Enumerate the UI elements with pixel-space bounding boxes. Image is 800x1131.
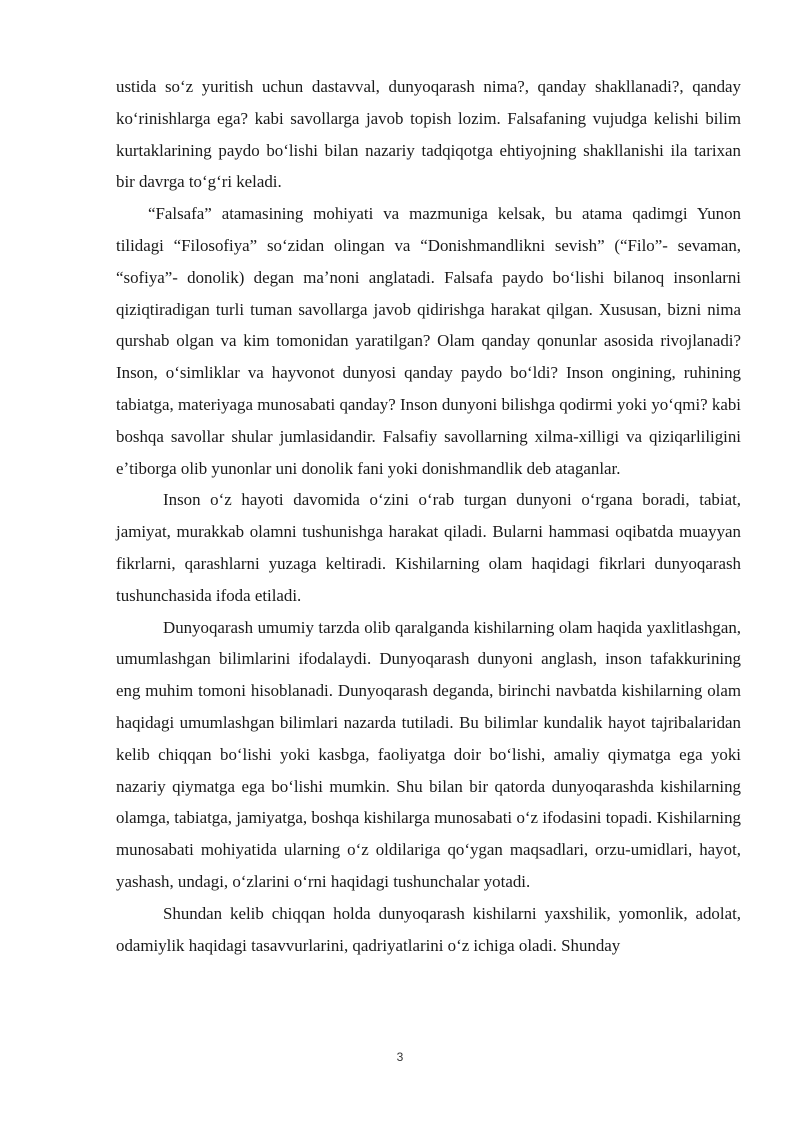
paragraph-2: “Falsafa” atamasining mohiyati va mazmuniga kelsak, bu atama qadimgi Yunon tilidagi “Filosofiya” soʻzidan olingan va “Donishmandlikni sevish” (“Filo”- sevaman, “sofiya”- donolik) degan maʼnoni anglatadi. Falsafa paydo boʻlishi bilanoq insonlarni qiziqtiradigan turli tuman savollarga javob qidirishga harakat qilgan. Xususan, bizni nima qurshab olgan va kim tomonidan yaratilgan? Olam qanday qonunlar asosida rivojlanadi? Inson, oʻsimliklar va hayvonot dunyosi qanday paydo boʻldi? Inson ongining, ruhining tabiatga, materiyaga munosabati qanday? Inson dunyoni bilishga qodirmi yoki yoʻqmi? kabi boshqa savollar shular jumlasidandir. Falsafiy savollarning xilma-xilligi va qiziqarliligini eʼtiborga olib yunonlar uni donolik fani yoki donishmandlik deb ataganlar. bbox=[116, 204, 741, 478]
paragraph-1: ustida soʻz yuritish uchun dastavval, dunyoqarash nima?, qanday shakllanadi?, qanday koʻrinishlarga ega? kabi savollarga javob topish lozim. Falsafaning vujudga kelishi bilim kurtaklarining paydo boʻlishi bilan nazariy tadqiqotga ehtiyojning shakllanishi ila tarixan bir davrga toʻgʻri keladi. bbox=[116, 77, 741, 192]
paragraph-4: Dunyoqarash umumiy tarzda olib qaralganda kishilarning olam haqida yaxlitlashgan, umumlashgan bilimlarini ifodalaydi. Dunyoqarash dunyoni anglash, inson tafakkurining eng muhim tomoni hisoblanadi. Dunyoqarash deganda, birinchi navbatda kishilarning olam haqidagi umumlashgan bilimlari nazarda tutiladi. Bu bilimlar kundalik hayot tajribalaridan kelib chiqqan boʻlishi yoki kasbga, faoliyatga doir boʻlishi, amaliy qiymatga ega yoki nazariy qiymatga ega boʻlishi mumkin. Shu bilan bir qatorda dunyoqarashda kishilarning olamga, tabiatga, jamiyatga, boshqa kishilarga munosabati oʻz ifodasini topadi. Kishilarning munosabati mohiyatida ularning oʻz oldilariga qoʻygan maqsadlari, orzu-umidlari, hayot, yashash, undagi, oʻzlarini oʻrni haqidagi tushunchalar yotadi. bbox=[116, 617, 741, 891]
paragraph-3: Inson oʻz hayoti davomida oʻzini oʻrab turgan dunyoni oʻrgana boradi, tabiat, jamiyat, murakkab olamni tushunishga harakat qiladi. Bularni hammasi oqibatda muayyan fikrlarni, qarashlarni yuzaga keltiradi. Kishilarning olam haqidagi fikrlari dunyoqarash tushunchasida ifoda etiladi. bbox=[116, 490, 741, 605]
paragraph-5: Shundan kelib chiqqan holda dunyoqarash kishilarni yaxshilik, yomonlik, adolat, odamiylik haqidagi tasavvurlarini, qadriyatlarini oʻz ichiga oladi. Shunday bbox=[116, 903, 741, 955]
document-body bbox=[116, 71, 741, 961]
page-number: 3 bbox=[396, 1050, 404, 1064]
